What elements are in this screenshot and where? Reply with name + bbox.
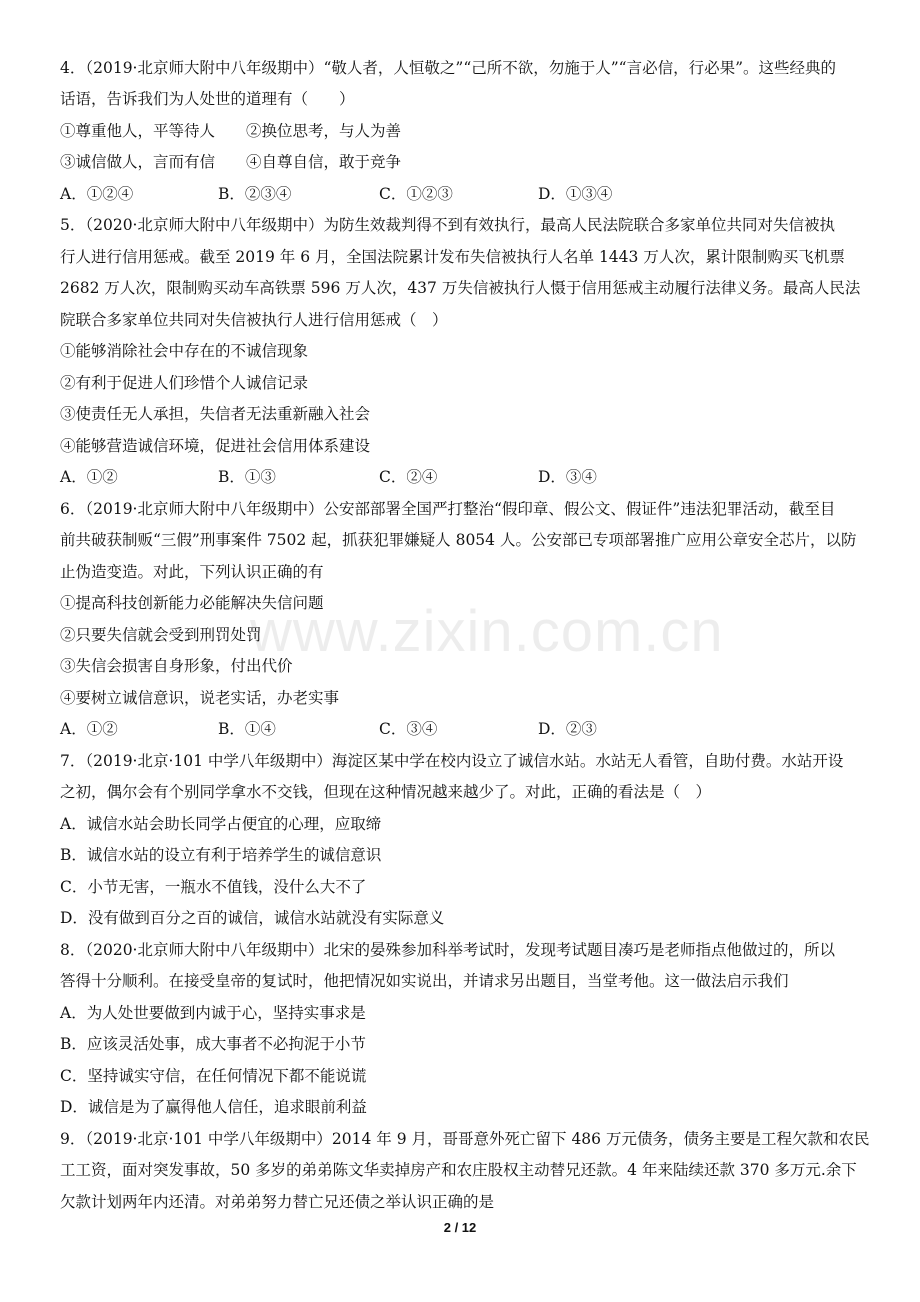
q8-line-1: 8．（2020·北京师大附中八年级期中）北宋的晏殊参加科举考试时，发现考试题目凑巧是老师指点他做过的，所以 <box>60 941 835 959</box>
watermark: www.zixin.com.cn <box>250 599 724 664</box>
q7-line-2: 之初，偶尔会有个别同学拿水不交钱，但现在这种情况越来越少了。对此，正确的看法是（ ） <box>60 783 712 801</box>
q5-option-d: D．③④ <box>538 468 597 486</box>
q5-line-3: 2682 万人次，限制购买动车高铁票 596 万人次，437 万失信被执行人慑于信用惩戒主动履行法律义务。最高人民法 <box>60 279 861 297</box>
q8-option-b: B．应该灵活处事，成大事者不必拘泥于小节 <box>60 1035 366 1053</box>
q7-line-1: 7．（2019·北京·101 中学八年级期中）海淀区某中学在校内设立了诚信水站。水站无人看管，自助付费。水站开设 <box>60 752 844 770</box>
q5-option-b: B．①③ <box>218 468 276 486</box>
q6-option-c: C．③④ <box>379 720 438 738</box>
q9-line-2: 工工资，面对突发事故，50 多岁的弟弟陈文华卖掉房产和农庄股权主动替兄还款。4 年来陆续还款 370 多万元.余下 <box>60 1161 857 1179</box>
q6-statement-line: ③失信会损害自身形象，付出代价 <box>60 657 293 675</box>
q6-line-1: 6．（2019·北京师大附中八年级期中）公安部部署全国严打整治“假印章、假公文、假证件”违法犯罪活动，截至目 <box>60 500 836 518</box>
q6-statement-line: ①提高科技创新能力必能解决失信问题 <box>60 594 324 612</box>
q8-option-a: A．为人处世要做到内诚于心，坚持实事求是 <box>60 1004 366 1022</box>
q7-option-d: D．没有做到百分之百的诚信，诚信水站就没有实际意义 <box>60 909 445 927</box>
q5-line-2: 行人进行信用惩戒。截至 2019 年 6 月，全国法院累计发布失信被执行人名单 1443 万人次，累计限制购买飞机票 <box>60 248 845 266</box>
q4-line-1: 4．（2019·北京师大附中八年级期中）“敬人者，人恒敬之”“己所不欲，勿施于人”“言必信，行必果”。这些经典的 <box>60 59 837 77</box>
q4-option-d: D．①③④ <box>538 185 613 203</box>
page-number: 2 / 12 <box>443 1220 477 1235</box>
q6-line-3: 止伪造变造。对此，下列认识正确的有 <box>60 563 324 581</box>
q4-statement-line: ③诚信做人，言而有信 ④自尊自信，敢于竞争 <box>60 153 402 171</box>
q4-statement-line: ①尊重他人，平等待人 ②换位思考，与人为善 <box>60 122 402 140</box>
q9-line-1: 9．（2019·北京·101 中学八年级期中）2014 年 9 月，哥哥意外死亡留下 486 万元债务，债务主要是工程欠款和农民 <box>60 1130 870 1148</box>
q7-option-b: B．诚信水站的设立有利于培养学生的诚信意识 <box>60 846 382 864</box>
q9-line-3: 欠款计划两年内还清。对弟弟努力替亡兄还债之举认识正确的是 <box>60 1193 495 1211</box>
q5-statement-line: ①能够消除社会中存在的不诚信现象 <box>60 342 309 360</box>
q4-option-c: C．①②③ <box>379 185 453 203</box>
q8-line-2: 答得十分顺利。在接受皇帝的复试时，他把情况如实说出，并请求另出题目，当堂考他。这一做法启示我们 <box>60 972 789 990</box>
q7-option-c: C．小节无害，一瓶水不值钱，没什么大不了 <box>60 878 367 896</box>
q4-option-b: B．②③④ <box>218 185 292 203</box>
q5-option-a: A．①② <box>60 468 118 486</box>
q6-option-a: A．①② <box>60 720 118 738</box>
q6-option-b: B．①④ <box>218 720 276 738</box>
q6-line-2: 前共破获制贩“三假”刑事案件 7502 起，抓获犯罪嫌疑人 8054 人。公安部已专项部署推广应用公章安全芯片，以防 <box>60 531 857 549</box>
q6-statement-line: ②只要失信就会受到刑罚处罚 <box>60 626 262 644</box>
q5-statement-line: ②有利于促进人们珍惜个人诚信记录 <box>60 374 309 392</box>
q6-statement-line: ④要树立诚信意识，说老实话，办老实事 <box>60 689 340 707</box>
q5-option-c: C．②④ <box>379 468 438 486</box>
q7-option-a: A．诚信水站会助长同学占便宜的心理，应取缔 <box>60 815 382 833</box>
q5-line-1: 5．（2020·北京师大附中八年级期中）为防生效裁判得不到有效执行，最高人民法院联合多家单位共同对失信被执 <box>60 216 835 234</box>
q4-line-2: 话语，告诉我们为人处世的道理有（ ） <box>60 90 355 108</box>
q8-option-c: C．坚持诚实守信，在任何情况下都不能说谎 <box>60 1067 367 1085</box>
q5-statement-line: ④能够营造诚信环境，促进社会信用体系建设 <box>60 437 371 455</box>
q8-option-d: D．诚信是为了赢得他人信任，追求眼前利益 <box>60 1098 367 1116</box>
q5-statement-line: ③使责任无人承担，失信者无法重新融入社会 <box>60 405 371 423</box>
q5-line-4: 院联合多家单位共同对失信被执行人进行信用惩戒（ ） <box>60 311 448 329</box>
q6-option-d: D．②③ <box>538 720 597 738</box>
q4-option-a: A．①②④ <box>60 185 134 203</box>
